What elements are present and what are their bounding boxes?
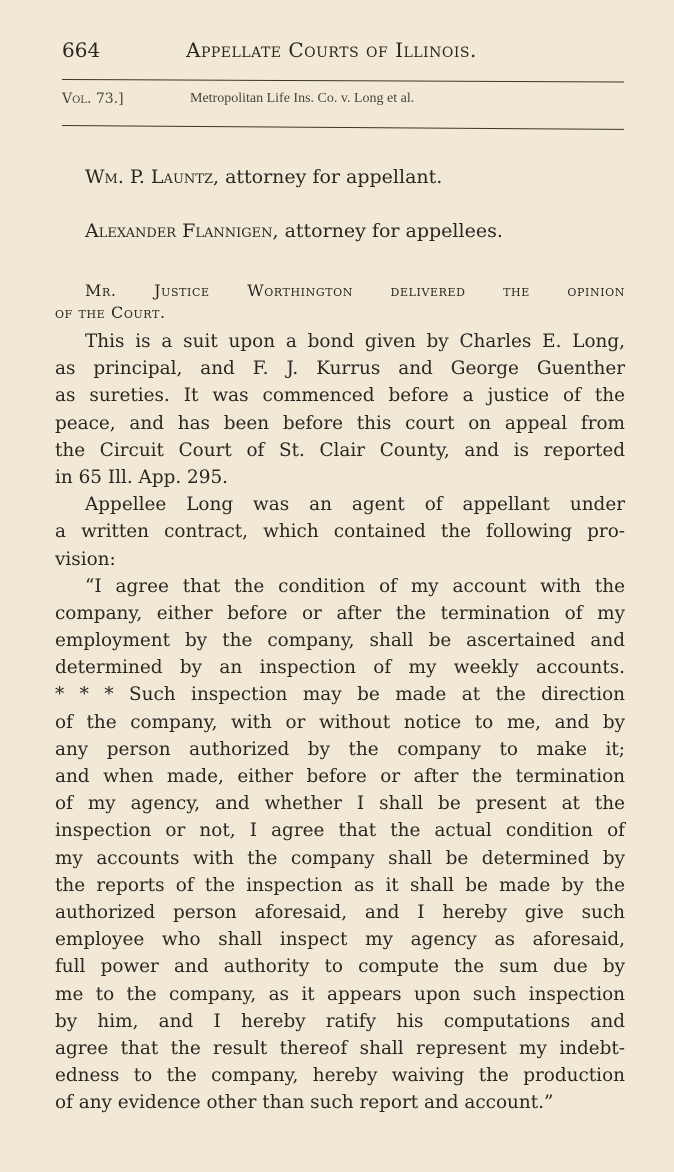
attorney-line-appellees	[55, 214, 625, 268]
text-line: the Circuit Court of St. Clair County, and is reported	[55, 439, 625, 461]
text-line: my accounts with the company shall be determined by	[55, 847, 625, 869]
text-line: in 65 Ill. App. 295.	[55, 466, 229, 488]
text-line: Appellee Long was an agent of appellant under	[85, 494, 625, 516]
text-line: “I agree that the condition of my account with the	[85, 575, 625, 597]
text-line: This is a suit upon a bond given by Charles E. Long,	[85, 331, 625, 352]
paragraph	[55, 328, 625, 491]
text-line: peace, and has been before this court on appeal from	[55, 412, 625, 434]
attorney-role: , attorney for appellant.	[212, 166, 443, 188]
paragraph	[55, 491, 625, 573]
text-line: full power and authority to compute the sum due by	[55, 956, 625, 978]
page-number: 664	[62, 38, 101, 62]
text-line: of any evidence other than such report and account.”	[55, 1092, 554, 1114]
text-line: agree that the result thereof shall represent my indebt-	[55, 1037, 625, 1059]
text-line: employment by the company, shall be ascertained and	[55, 630, 625, 652]
opinion-text	[55, 328, 625, 1116]
text-line: any person authorized by the company to make it;	[55, 738, 625, 760]
opinion-heading: of the Court.	[55, 303, 166, 322]
volume-label: Vol. 73.]	[62, 91, 124, 107]
text-line: by him, and I hereby ratify his computations and	[55, 1010, 625, 1032]
text-line: a written contract, which contained the following pro-	[55, 521, 625, 543]
text-line: the reports of the inspection as it shall be made by the	[55, 874, 625, 896]
text-line: edness to the company, hereby waiving the production	[55, 1065, 625, 1087]
paragraph	[55, 573, 625, 1117]
attorney-name: Alexander Flannigen	[85, 220, 273, 242]
text-line: * * * Such inspection may be made at the direction	[55, 684, 625, 706]
text-line: of my agency, and whether I shall be present at the	[55, 793, 625, 815]
case-title: Metropolitan Life Ins. Co. v. Long et al.	[190, 91, 415, 106]
text-line: employee who shall inspect my agency as aforesaid,	[55, 929, 625, 951]
text-line: me to the company, as it appears upon such inspection	[55, 983, 625, 1005]
opinion-heading: Mr. Justice Worthington delivered the opinion	[85, 281, 625, 300]
page-body	[55, 160, 625, 1116]
text-line: of the company, with or without notice to me, and by	[55, 711, 625, 733]
text-line: inspection or not, I agree that the actual condition of	[55, 820, 625, 842]
text-line: authorized person aforesaid, and I hereby give such	[55, 901, 625, 923]
text-line: as sureties. It was commenced before a justice of the	[55, 385, 625, 407]
text-line: vision:	[55, 548, 116, 570]
header-rule-bottom	[62, 125, 624, 130]
text-line: and when made, either before or after the termination	[55, 766, 625, 787]
attorney-line-appellant	[55, 160, 625, 214]
text-line: determined by an inspection of my weekly accounts.	[55, 657, 625, 679]
attorney-name: Wm. P. Launtz	[85, 166, 213, 188]
text-line: company, either before or after the termination of my	[55, 602, 625, 624]
running-title: Appellate Courts of Illinois.	[186, 38, 477, 62]
header-rule-top	[62, 79, 624, 82]
attorney-role: , attorney for appellees.	[272, 220, 503, 242]
text-line: as principal, and F. J. Kurrus and George Guenther	[55, 358, 625, 380]
